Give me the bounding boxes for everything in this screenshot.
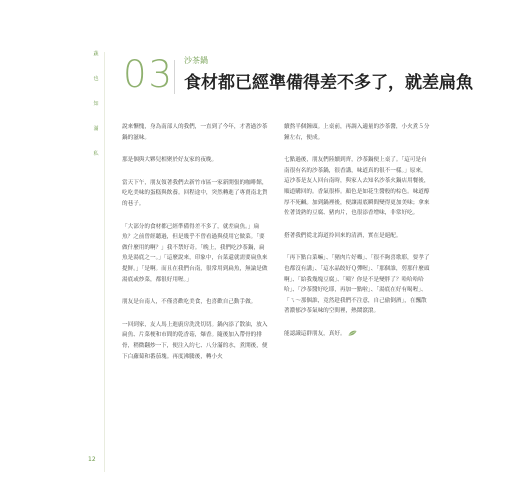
paragraph: 一回到家，友人馬上進廚房洗洗切切。鍋內添了散油，放入扁魚、片菜梗和市間的乾香菇，爆香。隨後加入帶骨的排骨，稍微翻炒一下，便注入約七、八分滿的水，煮開後，便下白蘿蔔和番茄塊。再度沸騰後，轉小火 xyxy=(122,321,268,360)
vertical-band xyxy=(88,52,104,157)
paragraph: 「再下點白菜嘛」、「豬肉片好囉」、「很不夠喜歌耶，要孝了也都沒有講」、「這水晶餃好Ｑ彈喔」、「那個誰，剪那什麼頭啊」、「給我幾塊豆腐」、「咦？你是不是變胖了？哈哈哈哈哈」、「沙茶醬好吃耶，再加一點啦」、「湯底在好有喝喔」、「ㄟ～那個誰，竟然趁我們不注意，自己偷倒酒」，在飄散著濃郁沙茶氣味的空間裡，熱鬧滾滾。 xyxy=(284,255,430,315)
vertical-band-char: 也 xyxy=(93,76,99,82)
right-column xyxy=(284,122,432,352)
paragraph: 搭著我們從北海道拎回來的清酒，實在是絕配。 xyxy=(284,232,402,239)
vertical-band-char: 知 xyxy=(93,101,99,107)
paragraph: 續熬半個鐘頭。上桌前，再調入適量的沙茶醬，小火煮５分鐘左右，便成。 xyxy=(284,124,430,141)
left-column xyxy=(122,122,270,374)
vertical-band-char: 蔬 xyxy=(93,51,99,57)
chapter-subtitle: 沙茶鍋 xyxy=(184,56,208,65)
margin-rule xyxy=(104,52,105,472)
paragraph: 那是個與大夥兒相聚於好友家的夜晚。 xyxy=(122,157,218,164)
chapter-divider xyxy=(174,60,175,94)
closing-paragraph xyxy=(284,329,432,340)
paragraph: 朋友是台南人，不僅喜歡吃美食，也喜歡自己動手做。 xyxy=(122,299,257,306)
chapter-title: 食材都已經準備得差不多了，就差扁魚 xyxy=(184,73,473,93)
paragraph: 七點過後，朋友們陸續到齊，沙茶鍋便上桌了。「這可是台南很有名的沙茶鍋，很香講，味道真的很不一樣。」原來，這沙茶是友人回台南時，與家人去知名沙茶火鍋店用餐後，順道購回的。香氣很棒。顏色是如花生醬般的棕色。味道醇厚不死鹹。加到鍋裡後，便讓湯底瞬間變得更加美味；拿來佐著烫熟的豆腐、豬肉片，也很添香增味，非常好吃。 xyxy=(284,157,430,217)
paragraph: 「大部分的食材都已經準備得差不多了，就差扁魚。」扁魚？之前曾經聽過，但是幾乎不曾看過與使用它做菜。「要做什麼用的啊？」我不禁好奇。「晚上，我們吃沙茶鍋，扁魚是湯底之一。」「這麼說來，印象中，台菜還就需要扁魚來提鮮。」「是啊。而且在我們台南，很常用到扁魚，無論是做湯底或炒菜，都很好用喔。」 xyxy=(122,223,268,283)
page-number: 12 xyxy=(88,456,96,463)
closing-text: 能認識這群朋友，真好。 xyxy=(284,330,346,337)
vertical-band-char: 滿 xyxy=(93,126,99,132)
chapter-number: 03 xyxy=(123,53,175,96)
paragraph: 當天下午，朋友領著我們去新竹市區一家新開張的咖啡館，吃吃美味的蛋糕與飲養。回程途中，突然轉進了專賣南北貨的巷子。 xyxy=(122,179,268,207)
leaf-icon xyxy=(348,330,357,336)
paragraph: 說來慚愧，身為南部人的我們，一直到了今年，才著過沙茶鍋的滋味。 xyxy=(122,124,268,141)
vertical-band-char: 私 xyxy=(93,151,99,157)
